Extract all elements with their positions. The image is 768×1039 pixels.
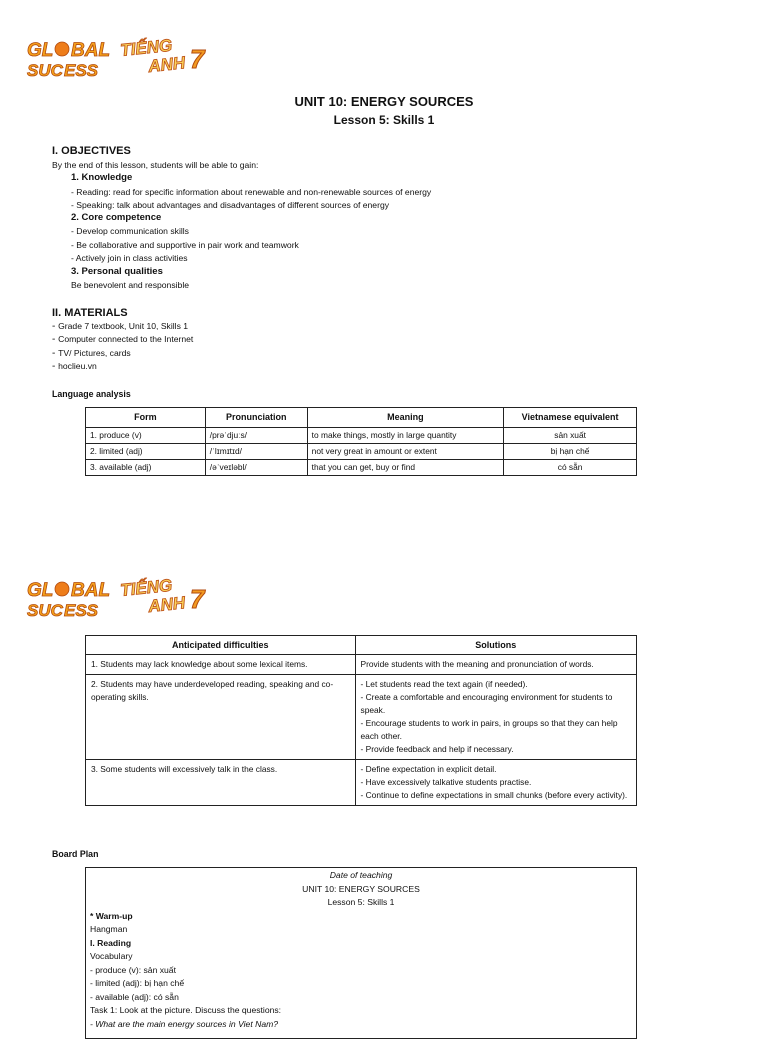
- column-header: Solutions: [355, 636, 636, 655]
- knowledge-heading: 1. Knowledge: [71, 172, 133, 183]
- language-analysis-heading: Language analysis: [52, 389, 131, 399]
- vietnamese-cell: có sẵn: [504, 460, 637, 476]
- logo-text-gl: GL: [27, 40, 54, 61]
- task1-text: Task 1: Look at the picture. Discuss the questions:: [90, 1005, 282, 1015]
- board-plan-box: [85, 867, 637, 1039]
- solution-line: - Let students read the text again (if needed).: [360, 679, 528, 689]
- logo-text-7: 7: [190, 584, 205, 614]
- difficulties-table: [85, 635, 637, 806]
- lesson-title: Lesson 5: Skills 1: [333, 113, 435, 127]
- global-success-logo: [24, 574, 224, 624]
- form-cell: 3. available (adj): [86, 460, 206, 476]
- column-header: Meaning: [307, 408, 504, 428]
- date-of-teaching: Date of teaching: [329, 870, 393, 880]
- vocab-item: - limited (adj): bị hạn chế: [90, 978, 185, 988]
- personal-qualities-heading: 3. Personal qualities: [71, 266, 163, 277]
- difficulty-cell: 2. Students may have underdeveloped reading, speaking and co-operating skills.: [86, 675, 356, 760]
- column-header: Vietnamese equivalent: [504, 408, 637, 428]
- solution-line: - Create a comfortable and encouraging environment for students to speak.: [360, 692, 613, 715]
- meaning-cell: to make things, mostly in large quantity: [307, 428, 504, 444]
- reading-heading: I. Reading: [90, 937, 132, 948]
- logo-text-tieng: TIẾNG: [119, 35, 174, 60]
- solution-line: - Have excessively talkative students practise.: [360, 777, 532, 787]
- board-lesson-title: Lesson 5: Skills 1: [327, 897, 395, 907]
- table-row: [86, 444, 637, 460]
- table-row: [86, 428, 637, 444]
- solution-line: - Provide feedback and help if necessary.: [360, 744, 514, 754]
- materials-item: - hoclieu.vn: [52, 361, 97, 372]
- board-plan-heading: Board Plan: [52, 849, 99, 859]
- global-success-logo: [24, 34, 224, 84]
- difficulty-cell: 3. Some students will excessively talk in the class.: [86, 760, 356, 806]
- logo-text-suc: SUC: [27, 601, 63, 620]
- vocab-item: - available (adj): có sẵn: [90, 991, 179, 1002]
- form-cell: 1. produce (v): [86, 428, 206, 444]
- logo-text-bal: BAL: [71, 40, 111, 61]
- vietnamese-cell: sản xuất: [504, 428, 637, 444]
- objectives-intro: By the end of this lesson, students will be able to gain:: [52, 160, 259, 170]
- logo-text-gl: GL: [27, 580, 54, 601]
- difficulty-cell: 1. Students may lack knowledge about some lexical items.: [86, 655, 356, 675]
- materials-item: - Computer connected to the Internet: [52, 334, 193, 345]
- materials-heading: II. MATERIALS: [52, 307, 128, 319]
- globe-icon: [55, 42, 69, 56]
- table-row: [86, 655, 637, 675]
- warmup-heading: * Warm-up: [90, 910, 133, 921]
- table-row: [86, 760, 637, 806]
- warmup-text: Hangman: [90, 924, 128, 934]
- vocab-item: - produce (v): sản xuất: [90, 964, 176, 975]
- solution-line: - Encourage students to work in pairs, in groups so that they can help each other.: [360, 718, 618, 741]
- core-item: - Develop communication skills: [71, 226, 189, 236]
- globe-icon: [55, 582, 69, 596]
- knowledge-item: - Reading: read for specific information about renewable and non-renewable sources of energy: [71, 187, 432, 197]
- materials-item: - Grade 7 textbook, Unit 10, Skills 1: [52, 321, 188, 332]
- vietnamese-cell: bị hạn chế: [504, 444, 637, 460]
- solution-line: Provide students with the meaning and pronunciation of words.: [360, 659, 594, 669]
- solution-line: - Continue to define expectations in small chunks (before every activity).: [360, 790, 628, 800]
- unit-title: UNIT 10: ENERGY SOURCES: [294, 94, 474, 109]
- logo-text-tieng: TIẾNG: [119, 575, 174, 600]
- table-row: [86, 460, 637, 476]
- logo-text-anh: ANH: [147, 593, 187, 616]
- board-unit-title: UNIT 10: ENERGY SOURCES: [302, 883, 420, 894]
- knowledge-item: - Speaking: talk about advantages and disadvantages of different sources of energy: [71, 200, 390, 210]
- pronunciation-cell: /əˈveɪləbl/: [205, 460, 307, 476]
- solution-line: - Define expectation in explicit detail.: [360, 764, 497, 774]
- personal-qualities-text: Be benevolent and responsible: [71, 280, 190, 290]
- pronunciation-cell: /ˈlɪmɪtɪd/: [205, 444, 307, 460]
- solution-cell: [355, 675, 636, 760]
- table-header-row: [86, 636, 637, 655]
- form-cell: 2. limited (adj): [86, 444, 206, 460]
- materials-item: - TV/ Pictures, cards: [52, 348, 131, 359]
- solution-cell: [355, 760, 636, 806]
- column-header: Anticipated difficulties: [86, 636, 356, 655]
- language-analysis-table: [85, 407, 637, 476]
- core-item: - Be collaborative and supportive in pair work and teamwork: [71, 240, 299, 250]
- column-header: Pronunciation: [205, 408, 307, 428]
- core-item: - Actively join in class activities: [71, 253, 188, 263]
- core-competence-heading: 2. Core competence: [71, 212, 162, 223]
- logo-text-anh: ANH: [147, 53, 187, 76]
- pronunciation-cell: /prəˈdjuːs/: [205, 428, 307, 444]
- task1-question: - What are the main energy sources in Viet Nam?: [90, 1018, 279, 1029]
- vocabulary-label: Vocabulary: [90, 951, 133, 961]
- meaning-cell: that you can get, buy or find: [307, 460, 504, 476]
- logo-text-bal: BAL: [71, 580, 111, 601]
- table-row: [86, 675, 637, 760]
- logo-text-ess: ESS: [64, 601, 99, 620]
- table-header-row: [86, 408, 637, 428]
- logo-text-ess: ESS: [64, 61, 99, 80]
- objectives-heading: I. OBJECTIVES: [52, 145, 131, 157]
- solution-cell: [355, 655, 636, 675]
- logo-text-7: 7: [190, 44, 205, 74]
- column-header: Form: [86, 408, 206, 428]
- logo-text-suc: SUC: [27, 61, 63, 80]
- meaning-cell: not very great in amount or extent: [307, 444, 504, 460]
